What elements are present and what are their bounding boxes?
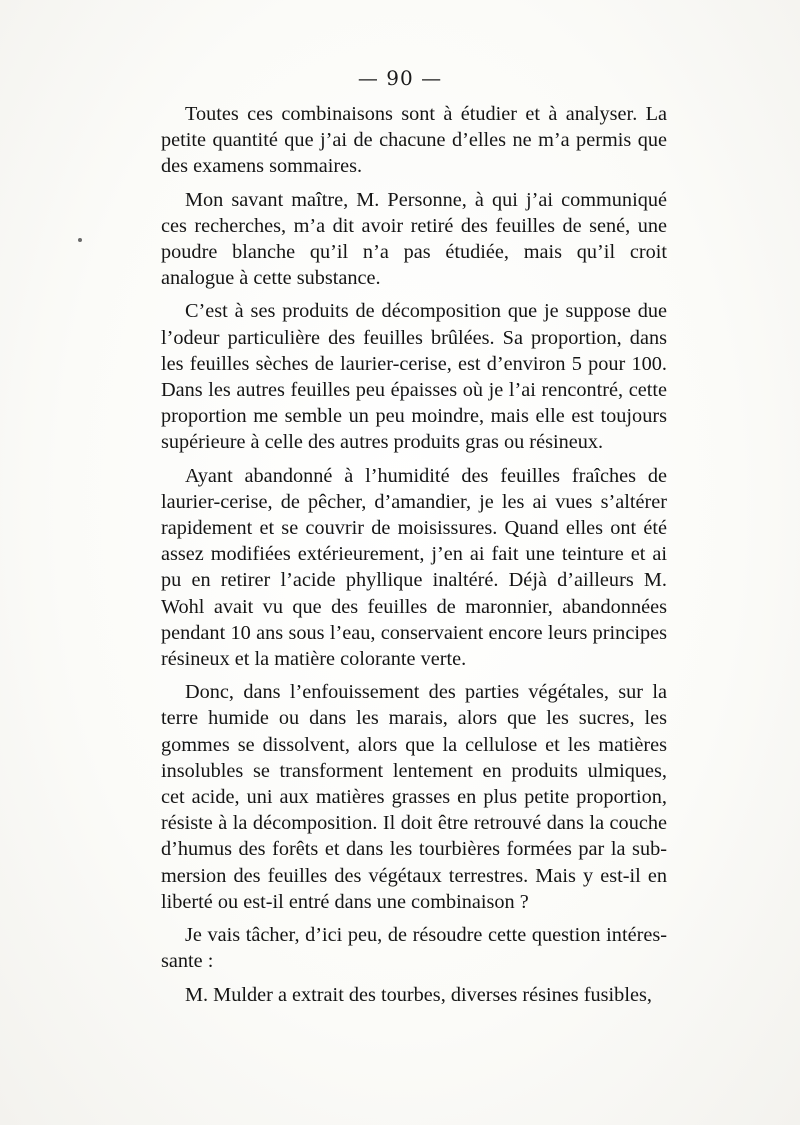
paragraph-4: Ayant abandonné à l’humidité des feuilles fraîches de laurier-cerise, de pêcher, d’amandier, je les ai vues s’altérer rapidement et se couvrir de moisissures. Quand elles ont été assez modifiées extérieurement, j’en ai fait une teinture et ai pu en retirer l’acide phyllique inaltéré. Déjà d’ailleurs M. Wohl avait vu que des feuilles de maronnier, abandonnées pendant 10 ans sous l’eau, conservaient encore leurs principes résineux et la matière colorante verte. <box>161 464 667 671</box>
paragraph-7: M. Mulder a extrait des tourbes, diverses résines fusibles, <box>185 983 652 1006</box>
body-text <box>161 101 667 1008</box>
page-number: — 90 — <box>357 66 443 90</box>
paragraph-6: Je vais tâcher, d’ici peu, de résoudre cette question intéressante : <box>161 924 667 973</box>
paragraph-1: Toutes ces combinaisons sont à étudier et à analyser. La petite quantité que j’ai de chacune d’elles ne m’a permis que des examens sommaires. <box>161 103 667 178</box>
ink-speck <box>78 238 82 242</box>
paragraph-5: Donc, dans l’enfouissement des parties végétales, sur la terre humide ou dans les marais, alors que les sucres, les gommes se dissolvent, alors que la cellulose et les matières insolubles se transforment lentement en produits ulmiques, cet acide, uni aux matières grasses en plus petite proportion, résiste à la décomposition. Il doit être retrouvé dans la couche d’humus des forêts et dans les tourbières formées par la submersion des feuilles des végétaux terrestres. Mais y est-il en liberté ou est-il entré dans une combinaison ? <box>161 681 667 913</box>
paragraph-2: Mon savant maître, M. Personne, à qui j’ai communiqué ces recherches, m’a dit avoir retiré des feuilles de sené, une poudre blanche qu’il n’a pas étudiée, mais qu’il croit analogue à cette substance. <box>161 188 667 290</box>
paragraph-3: C’est à ses produits de décomposition que je suppose due l’odeur particulière des feuilles brûlées. Sa proportion, dans les feuilles sèches de laurier-cerise, est d’environ 5 pour 100. Dans les autres feuilles peu épaisses où je l’ai rencontré, cette proportion me semble un peu moindre, mais elle est toujours supérieure à celle des autres produits gras ou résineux. <box>161 300 667 454</box>
